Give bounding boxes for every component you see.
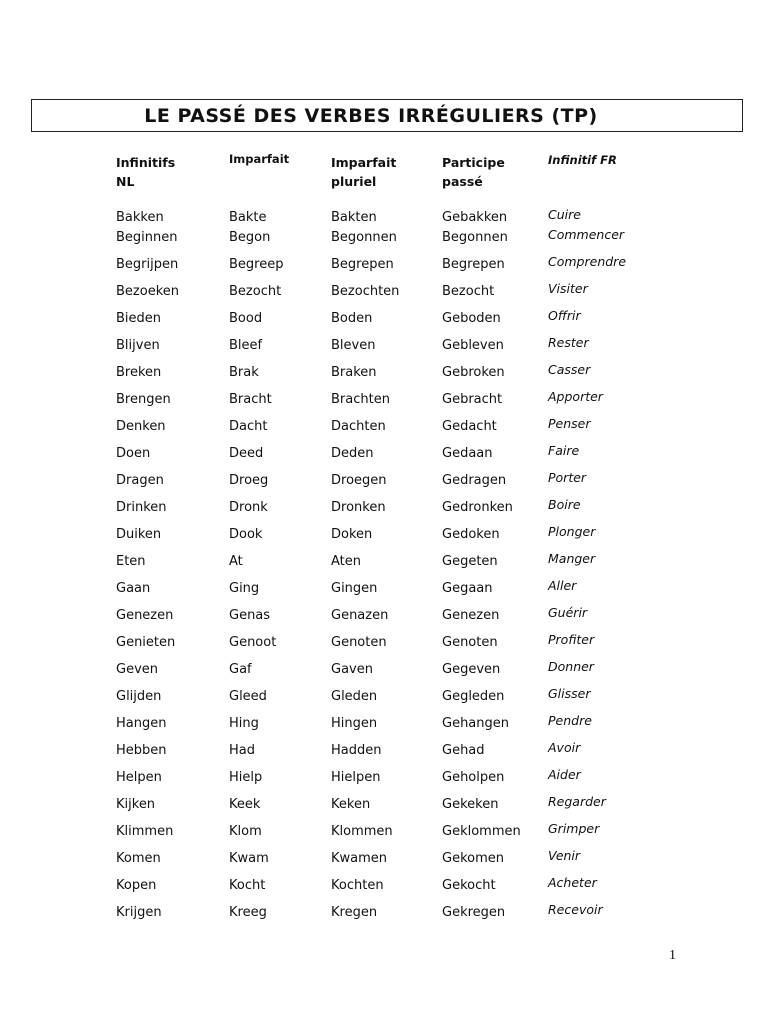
cell-infinitif-fr: Penser: [548, 416, 591, 431]
cell-infinitif-nl: Drinken: [116, 500, 167, 515]
header-infinitifs-nl: [116, 153, 175, 191]
cell-imparfait: Droeg: [229, 473, 269, 488]
cell-participe-passe: Geklommen: [442, 824, 521, 839]
cell-infinitif-nl: Helpen: [116, 770, 162, 785]
cell-imparfait: Klom: [229, 824, 262, 839]
cell-infinitif-nl: Bieden: [116, 311, 162, 326]
cell-imparfait-pluriel: Kochten: [331, 878, 384, 893]
cell-participe-passe: Gebroken: [442, 365, 505, 380]
header-imparfait-line1: Imparfait: [229, 152, 290, 166]
cell-imparfait-pluriel: Hadden: [331, 743, 382, 758]
cell-infinitif-nl: Brengen: [116, 392, 171, 407]
cell-infinitif-fr: Casser: [548, 362, 591, 377]
cell-participe-passe: Gegeven: [442, 662, 501, 677]
cell-participe-passe: Gegeten: [442, 554, 498, 569]
header-infinitif-fr: [548, 151, 617, 170]
cell-imparfait: Hielp: [229, 770, 263, 785]
cell-imparfait: Gaf: [229, 662, 252, 677]
cell-infinitif-fr: Apporter: [548, 389, 603, 404]
cell-participe-passe: Gebracht: [442, 392, 503, 407]
cell-imparfait-pluriel: Klommen: [331, 824, 393, 839]
title-box: [31, 99, 743, 132]
cell-participe-passe: Begonnen: [442, 230, 508, 245]
cell-infinitif-nl: Hebben: [116, 743, 167, 758]
cell-infinitif-nl: Denken: [116, 419, 166, 434]
header-participe-passe: [442, 153, 505, 191]
cell-imparfait: Dook: [229, 527, 263, 542]
cell-participe-passe: Geboden: [442, 311, 501, 326]
cell-imparfait-pluriel: Doken: [331, 527, 373, 542]
cell-infinitif-fr: Rester: [548, 335, 589, 350]
cell-participe-passe: Gedronken: [442, 500, 513, 515]
cell-imparfait-pluriel: Boden: [331, 311, 373, 326]
cell-infinitif-nl: Bezoeken: [116, 284, 179, 299]
cell-infinitif-fr: Cuire: [548, 207, 581, 222]
cell-infinitif-nl: Krijgen: [116, 905, 162, 920]
cell-participe-passe: Gekomen: [442, 851, 504, 866]
cell-imparfait: Ging: [229, 581, 260, 596]
cell-infinitif-nl: Gaan: [116, 581, 151, 596]
cell-participe-passe: Gehangen: [442, 716, 510, 731]
cell-infinitif-fr: Regarder: [548, 794, 606, 809]
cell-imparfait-pluriel: Hingen: [331, 716, 378, 731]
cell-infinitif-nl: Klimmen: [116, 824, 174, 839]
header-infinitif-fr-line1: Infinitif FR: [548, 153, 617, 167]
cell-infinitif-fr: Offrir: [548, 308, 581, 323]
cell-imparfait-pluriel: Kregen: [331, 905, 378, 920]
cell-imparfait: Dronk: [229, 500, 268, 515]
cell-infinitif-fr: Glisser: [548, 686, 591, 701]
cell-infinitif-nl: Hangen: [116, 716, 167, 731]
cell-infinitif-fr: Avoir: [548, 740, 581, 755]
cell-imparfait: Dacht: [229, 419, 268, 434]
cell-infinitif-fr: Porter: [548, 470, 587, 485]
cell-participe-passe: Gegaan: [442, 581, 493, 596]
header-participe-passe-line1: Participe: [442, 155, 505, 170]
cell-imparfait: Bood: [229, 311, 263, 326]
cell-participe-passe: Gedragen: [442, 473, 507, 488]
cell-infinitif-fr: Commencer: [548, 227, 625, 242]
cell-imparfait: Had: [229, 743, 255, 758]
cell-imparfait-pluriel: Genoten: [331, 635, 387, 650]
cell-imparfait: Begon: [229, 230, 271, 245]
cell-infinitif-fr: Profiter: [548, 632, 595, 647]
cell-imparfait-pluriel: Genazen: [331, 608, 389, 623]
cell-imparfait-pluriel: Kwamen: [331, 851, 388, 866]
cell-imparfait-pluriel: Brachten: [331, 392, 390, 407]
cell-imparfait: Begreep: [229, 257, 284, 272]
cell-participe-passe: Gedacht: [442, 419, 497, 434]
cell-imparfait: Kocht: [229, 878, 266, 893]
cell-imparfait-pluriel: Begrepen: [331, 257, 394, 272]
cell-participe-passe: Gegleden: [442, 689, 505, 704]
cell-infinitif-nl: Glijden: [116, 689, 162, 704]
cell-infinitif-nl: Beginnen: [116, 230, 178, 245]
cell-imparfait: Deed: [229, 446, 264, 461]
cell-infinitif-nl: Kijken: [116, 797, 156, 812]
cell-infinitif-fr: Donner: [548, 659, 594, 674]
cell-infinitif-fr: Grimper: [548, 821, 600, 836]
cell-infinitif-fr: Aller: [548, 578, 577, 593]
cell-imparfait: Genoot: [229, 635, 277, 650]
page-number: 1: [669, 948, 676, 963]
cell-infinitif-fr: Venir: [548, 848, 581, 863]
cell-imparfait-pluriel: Keken: [331, 797, 371, 812]
cell-imparfait-pluriel: Bakten: [331, 210, 377, 225]
cell-imparfait: Bleef: [229, 338, 263, 353]
cell-infinitif-fr: Guérir: [548, 605, 588, 620]
cell-participe-passe: Gebleven: [442, 338, 504, 353]
cell-participe-passe: Genoten: [442, 635, 498, 650]
cell-participe-passe: Gekregen: [442, 905, 506, 920]
cell-imparfait-pluriel: Braken: [331, 365, 377, 380]
cell-participe-passe: Gekocht: [442, 878, 496, 893]
page-title: LE PASSÉ DES VERBES IRRÉGULIERS (TP): [144, 104, 598, 127]
cell-participe-passe: Genezen: [442, 608, 500, 623]
cell-imparfait-pluriel: Dronken: [331, 500, 386, 515]
cell-participe-passe: Gedoken: [442, 527, 500, 542]
cell-infinitif-nl: Komen: [116, 851, 161, 866]
cell-infinitif-fr: Aider: [548, 767, 581, 782]
cell-infinitif-nl: Kopen: [116, 878, 157, 893]
cell-imparfait-pluriel: Bezochten: [331, 284, 400, 299]
header-participe-passe-line2: passé: [442, 174, 483, 189]
cell-infinitif-nl: Dragen: [116, 473, 164, 488]
cell-infinitif-fr: Recevoir: [548, 902, 603, 917]
cell-imparfait: At: [229, 554, 243, 569]
cell-imparfait-pluriel: Deden: [331, 446, 374, 461]
cell-imparfait-pluriel: Aten: [331, 554, 361, 569]
header-imparfait-pluriel-line1: Imparfait: [331, 155, 397, 170]
cell-infinitif-fr: Plonger: [548, 524, 596, 539]
cell-imparfait: Hing: [229, 716, 259, 731]
cell-infinitif-nl: Eten: [116, 554, 146, 569]
cell-imparfait: Bakte: [229, 210, 267, 225]
header-imparfait: [229, 150, 289, 169]
cell-imparfait-pluriel: Hielpen: [331, 770, 381, 785]
cell-imparfait: Kreeg: [229, 905, 267, 920]
cell-imparfait: Brak: [229, 365, 259, 380]
header-infinitifs-nl-line2: NL: [116, 174, 135, 189]
header-infinitifs-nl-line1: Infinitifs: [116, 155, 176, 170]
cell-participe-passe: Bezocht: [442, 284, 495, 299]
cell-imparfait: Gleed: [229, 689, 267, 704]
cell-infinitif-fr: Pendre: [548, 713, 592, 728]
cell-infinitif-nl: Duiken: [116, 527, 162, 542]
cell-imparfait: Kwam: [229, 851, 269, 866]
cell-imparfait-pluriel: Droegen: [331, 473, 387, 488]
cell-imparfait-pluriel: Gleden: [331, 689, 378, 704]
cell-imparfait-pluriel: Gaven: [331, 662, 373, 677]
cell-imparfait-pluriel: Gingen: [331, 581, 378, 596]
cell-imparfait-pluriel: Begonnen: [331, 230, 397, 245]
cell-infinitif-nl: Genezen: [116, 608, 174, 623]
cell-infinitif-nl: Bakken: [116, 210, 164, 225]
cell-infinitif-nl: Doen: [116, 446, 151, 461]
header-imparfait-pluriel-line2: pluriel: [331, 174, 377, 189]
cell-imparfait-pluriel: Dachten: [331, 419, 386, 434]
cell-infinitif-nl: Geven: [116, 662, 159, 677]
cell-infinitif-fr: Boire: [548, 497, 581, 512]
cell-infinitif-fr: Manger: [548, 551, 596, 566]
cell-infinitif-nl: Genieten: [116, 635, 176, 650]
cell-imparfait: Keek: [229, 797, 261, 812]
cell-participe-passe: Geholpen: [442, 770, 505, 785]
cell-imparfait: Bracht: [229, 392, 272, 407]
header-imparfait-pluriel: [331, 153, 396, 191]
cell-participe-passe: Begrepen: [442, 257, 505, 272]
cell-infinitif-fr: Visiter: [548, 281, 588, 296]
cell-imparfait-pluriel: Bleven: [331, 338, 376, 353]
cell-infinitif-fr: Faire: [548, 443, 580, 458]
cell-imparfait: Genas: [229, 608, 271, 623]
cell-participe-passe: Gekeken: [442, 797, 499, 812]
cell-infinitif-nl: Breken: [116, 365, 162, 380]
cell-participe-passe: Gehad: [442, 743, 485, 758]
cell-infinitif-fr: Acheter: [548, 875, 597, 890]
cell-infinitif-fr: Comprendre: [548, 254, 627, 269]
cell-imparfait: Bezocht: [229, 284, 282, 299]
cell-infinitif-nl: Begrijpen: [116, 257, 179, 272]
cell-participe-passe: Gedaan: [442, 446, 493, 461]
cell-participe-passe: Gebakken: [442, 210, 508, 225]
cell-infinitif-nl: Blijven: [116, 338, 160, 353]
